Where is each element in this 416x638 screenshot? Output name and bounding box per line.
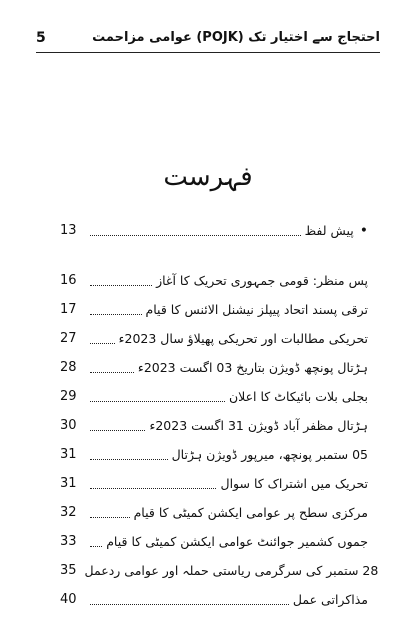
toc-entry-title: مرکزی سطح پر عوامی ایکشن کمیٹی کا قیام (133, 505, 368, 520)
toc-entry-title: تحریک میں اشتراک کا سوال (220, 476, 368, 491)
toc-entry-title: ترقی پسند اتحاد پیپلز نیشنل الائنس کا قیام (145, 302, 368, 317)
toc-page-number: 17 (60, 302, 77, 317)
toc-page-number: 40 (60, 592, 77, 607)
leader-dots (90, 314, 142, 315)
toc-entry[interactable] (60, 328, 368, 348)
toc-page-number: 32 (60, 505, 77, 520)
leader-dots (90, 430, 145, 431)
toc-page-number: 28 (60, 360, 77, 375)
toc-entry[interactable] (60, 220, 368, 240)
leader-dots (90, 401, 225, 402)
toc-page-number: 31 (60, 447, 77, 462)
running-title: احتجاج سے اختیار تک (POJK) عوامی مزاحمت (92, 30, 380, 45)
toc-page-number: 35 (60, 563, 77, 578)
leader-dots (90, 235, 301, 236)
toc-entry-title: ہڑتال پونچھ ڈویژن بتاریخ 03 اگست 2023ء (137, 360, 368, 375)
toc-page-number: 27 (60, 331, 77, 346)
toc-entry[interactable] (60, 270, 368, 290)
toc-entry-title: پیش لفظ (304, 223, 354, 238)
bullet-icon: • (359, 223, 368, 239)
toc-entry-title: جموں کشمیر جوائنٹ عوامی ایکشن کمیٹی کا قیام (106, 534, 368, 549)
toc-page-number: 30 (60, 418, 77, 433)
toc-entry-title: تحریکی مطالبات اور تحریکی پھیلاؤ سال 2023ء (118, 331, 368, 346)
leader-dots (90, 517, 130, 518)
leader-dots (90, 604, 289, 605)
toc-entry-title: مذاکراتی عمل (292, 592, 368, 607)
toc-entry[interactable] (60, 589, 368, 609)
leader-dots (90, 546, 102, 547)
toc-entry[interactable] (60, 386, 368, 406)
toc-entry[interactable] (60, 357, 368, 377)
toc-entry[interactable] (60, 531, 368, 551)
toc-entry[interactable] (60, 299, 368, 319)
toc-page-number: 29 (60, 389, 77, 404)
leader-dots (90, 285, 152, 286)
toc-entry-title: 05 ستمبر پونچھ، میرپور ڈویژن ہڑتال (171, 447, 368, 462)
toc-entry-title: ہڑتال مظفر آباد ڈویژن 31 اگست 2023ء (149, 418, 368, 433)
page-header (36, 30, 380, 53)
toc-page-number: 13 (60, 223, 77, 238)
toc-entry[interactable] (60, 415, 368, 435)
toc-heading: فہرست (163, 162, 253, 192)
leader-dots (90, 343, 115, 344)
toc-page-number: 33 (60, 534, 77, 549)
toc-entry-title: پس منظر: قومی جمہوری تحریک کا آغاز (156, 273, 368, 288)
leader-dots (90, 372, 134, 373)
toc-entry[interactable] (60, 502, 368, 522)
leader-dots (90, 459, 168, 460)
toc-page-number: 31 (60, 476, 77, 491)
toc-entry-title: بجلی بلات بائیکاٹ کا اعلان (228, 389, 368, 404)
page-number: 5 (36, 30, 46, 46)
toc-entry[interactable] (60, 473, 368, 493)
toc-entry[interactable] (60, 560, 379, 580)
toc-entry[interactable] (60, 444, 368, 464)
toc-page-number: 16 (60, 273, 77, 288)
toc-entry-title: 28 ستمبر کی سرگرمی ریاستی حملہ اور عوامی ردعمل (84, 563, 379, 578)
leader-dots (90, 488, 216, 489)
